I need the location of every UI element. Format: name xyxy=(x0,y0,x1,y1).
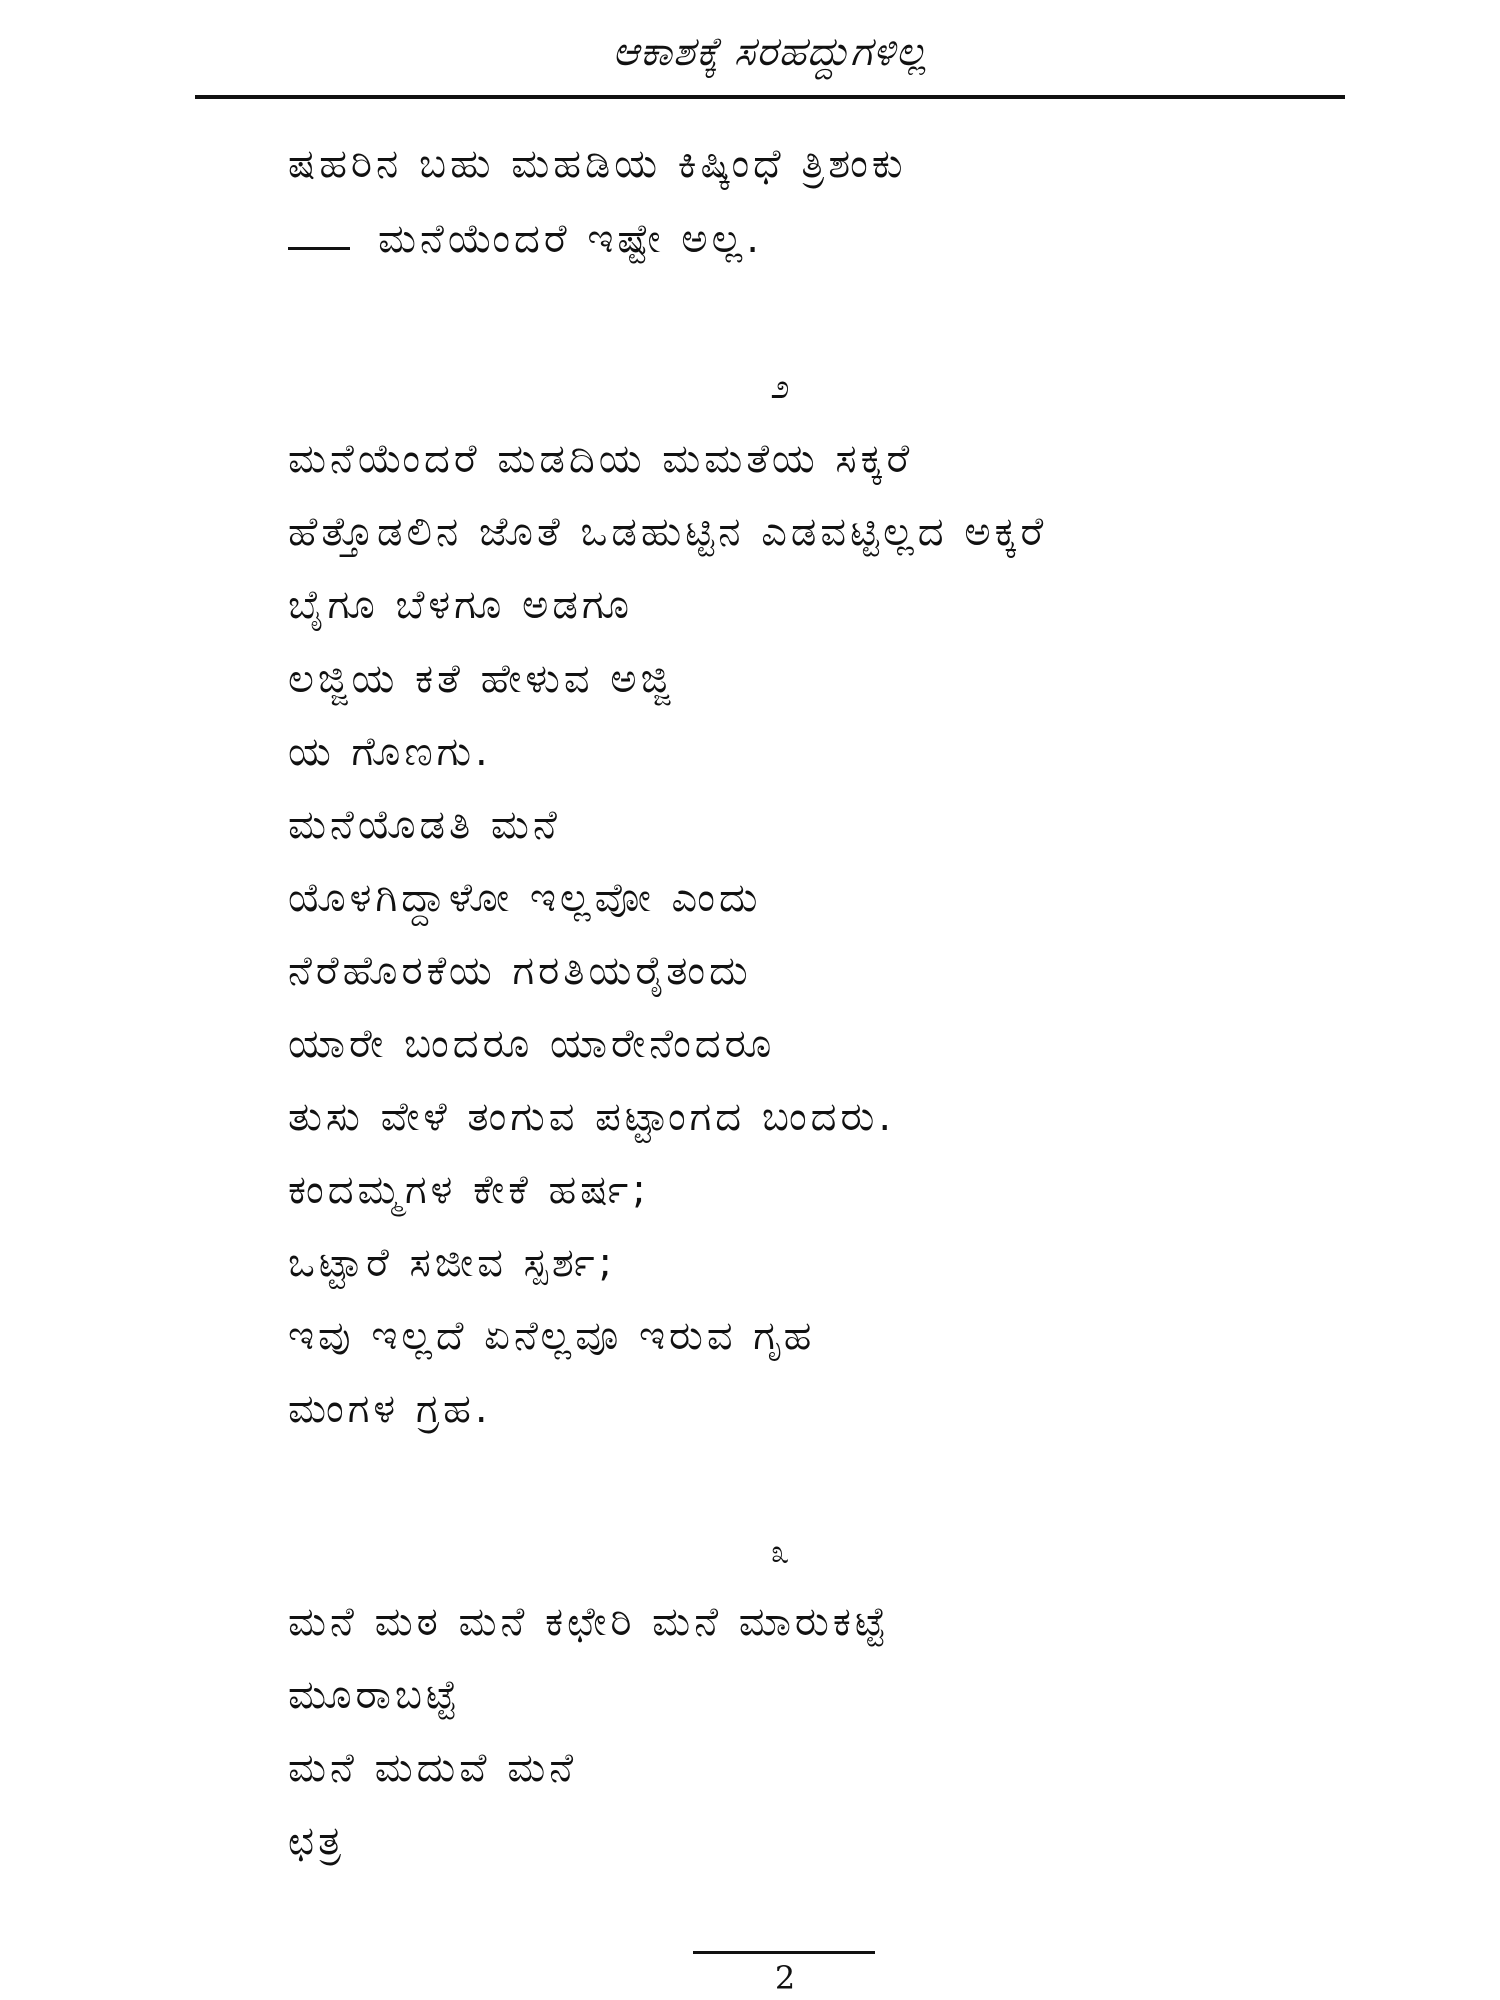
poem-line: ಷಹರಿನ ಬಹು ಮಹಡಿಯ ಕಿಷ್ಕಿಂಧೆ ತ್ರಿಶಂಕು xyxy=(288,141,907,187)
poem-line: ಇವು ಇಲ್ಲದೆ ಏನೆಲ್ಲವೂ ಇರುವ ಗೃಹ xyxy=(288,1313,816,1359)
running-head: ಆಕಾಶಕ್ಕೆ ಸರಹದ್ದುಗಳಿಲ್ಲ xyxy=(612,29,928,75)
poem-line: ಯೊಳಗಿದ್ದಾಳೋ ಇಲ್ಲವೋ ಎಂದು xyxy=(288,875,762,921)
poem-line: ಒಟ್ಟಾರೆ ಸಜೀವ ಸ್ಪರ್ಶ; xyxy=(288,1240,617,1286)
poem-line: ನೆರೆಹೊರಕೆಯ ಗರತಿಯರೈತಂದು xyxy=(288,948,752,994)
poem-line: ಮನೆಯೆಂದರೆ ಮಡದಿಯ ಮಮತೆಯ ಸಕ್ಕರೆ xyxy=(288,436,914,482)
poem-line: ಬೈಗೂ ಬೆಳಗೂ ಅಡಗೂ xyxy=(288,582,634,628)
poem-line: ಮನೆಯೊಡತಿ ಮನೆ xyxy=(288,802,561,848)
poem-line: ತುಸು ವೇಳೆ ತಂಗುವ ಪಟ್ಟಾಂಗದ ಬಂದರು. xyxy=(288,1094,896,1140)
poem-line: ಹೆತ್ತೊಡಲಿನ ಜೊತೆ ಒಡಹುಟ್ಟಿನ ಎಡವಟ್ಟಿಲ್ಲದ ಅಕ್ಕರೆ xyxy=(288,509,1048,555)
poem-line: ಯಾರೇ ಬಂದರೂ ಯಾರೇನೆಂದರೂ xyxy=(288,1021,776,1067)
poem-line: ಲಜ್ಜಿಯ ಕತೆ ಹೇಳುವ ಅಜ್ಜಿ xyxy=(288,656,675,702)
dash-mark xyxy=(288,247,350,250)
section-number: ೨ xyxy=(770,367,790,407)
footer-rule xyxy=(693,1951,875,1954)
poem-line: ಮನೆ ಮಠ ಮನೆ ಕಛೇರಿ ಮನೆ ಮಾರುಕಟ್ಟೆ xyxy=(288,1599,890,1645)
poem-line: ಮಂಗಳ ಗ್ರಹ. xyxy=(288,1386,492,1432)
poem-line: ಮೂರಾಬಟ್ಟೆ xyxy=(288,1672,461,1718)
page-number: 2 xyxy=(774,1959,796,1997)
poem-line-text: ಮನೆಯೆಂದರೆ ಇಷ್ಟೇ ಅಲ್ಲ. xyxy=(378,216,764,262)
poem-line: ಯ ಗೊಣಗು. xyxy=(288,729,492,775)
section-number: ೩ xyxy=(770,1532,790,1572)
header-rule xyxy=(195,95,1345,99)
poem-line: ಕಂದಮ್ಮಗಳ ಕೇಕೆ ಹರ್ಷ; xyxy=(288,1167,650,1213)
poem-line: ಛತ್ರ xyxy=(288,1818,345,1864)
poem-line xyxy=(288,215,763,263)
poem-line: ಮನೆ ಮದುವೆ ಮನೆ xyxy=(288,1745,578,1791)
